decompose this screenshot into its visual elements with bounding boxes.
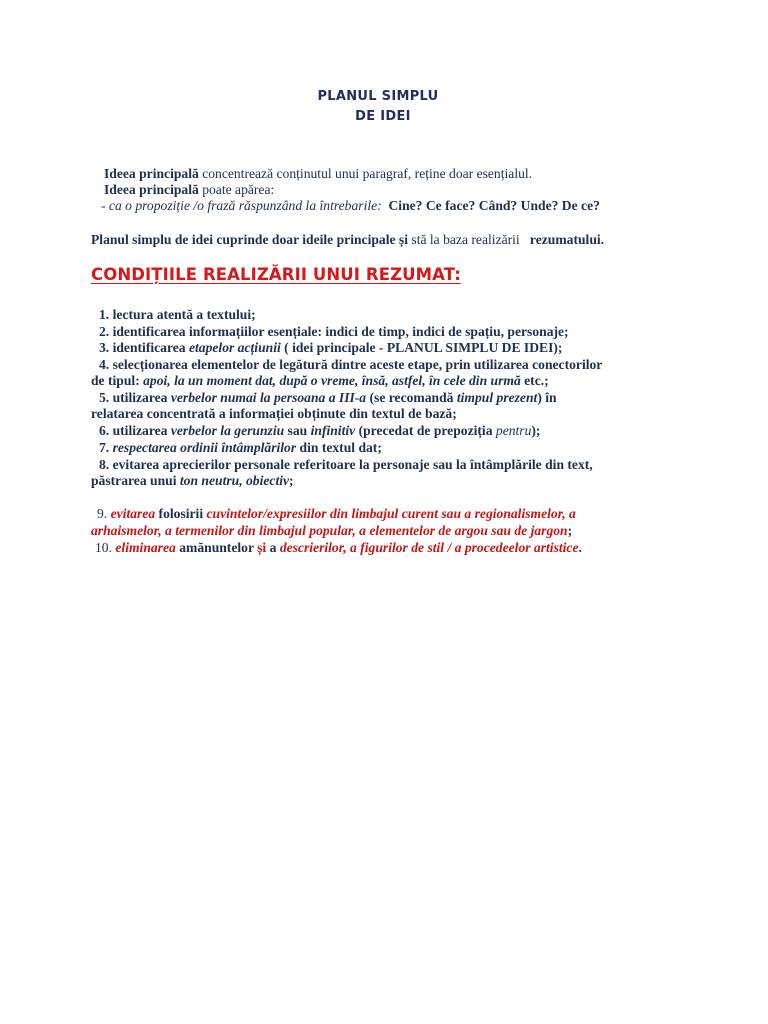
main-idea-term: Ideea principală — [104, 166, 199, 181]
list-item: 8. evitarea aprecierilor personale referitoare la personaje sau la întâmplările din text, — [99, 457, 593, 472]
document-title-line-2: DE IDEI — [355, 109, 411, 124]
intro-paragraph-3: - ca o propoziție /o frază răspunzând la întrebarile: Cine? Ce face? Când? Unde? De ce? — [101, 198, 600, 213]
intro-paragraph-2: Ideea principală poate apărea: — [104, 182, 275, 197]
main-idea-term: Ideea principală — [104, 182, 199, 197]
list-item: 4. selecționarea elementelor de legătură dintre aceste etape, prin utilizarea conectorilor — [99, 357, 603, 372]
list-item: 1. lectura atentă a textului; — [99, 307, 256, 322]
intro-paragraph-1: Ideea principală concentrează conținutul unui paragraf, reține doar esențialul. — [104, 166, 533, 181]
list-item-continuation: relatarea concentrată a informației obținute din textul de bază; — [91, 406, 457, 421]
section-heading: CONDIȚIILE REALIZĂRII UNUI REZUMAT: — [91, 265, 461, 284]
questions-list: Cine? Ce face? Când? Unde? De ce? — [388, 198, 600, 213]
document-title-line-1: PLANUL SIMPLU — [317, 89, 439, 104]
list-item-highlighted: 10. eliminarea amănuntelor și a descrierilor, a figurilor de stil / a procedeelor artistice. — [95, 540, 582, 555]
list-item-continuation: de tipul: apoi, la un moment dat, după o vreme, însă, astfel, în cele din urmă etc.; — [91, 373, 549, 388]
list-item: 5. utilizarea verbelor numai la persoana a III-a (se recomandă timpul prezent) în — [99, 390, 557, 405]
summary-paragraph: Planul simplu de idei cuprinde doar ideile principale și stă la baza realizării rezumatului. — [91, 232, 605, 247]
list-item: 2. identificarea informațiilor esențiale: indici de timp, indici de spațiu, personaje; — [99, 324, 569, 339]
list-item: 7. respectarea ordinii întâmplărilor din textul dat; — [99, 440, 382, 455]
list-item-highlighted: 9. evitarea folosirii cuvintelor/expresiilor din limbajul curent sau a regionalismelor, a — [97, 506, 576, 521]
list-item: 6. utilizarea verbelor la gerunziu sau infinitiv (precedat de prepoziția pentru); — [99, 423, 541, 438]
list-item-continuation-highlighted: arhaismelor, a termenilor din limbajul popular, a elementelor de argou sau de jargon; — [91, 523, 573, 538]
list-item-continuation: păstrarea unui ton neutru, obiectiv; — [91, 473, 294, 488]
list-item: 3. identificarea etapelor acțiunii ( idei principale - PLANUL SIMPLU DE IDEI); — [99, 340, 563, 355]
